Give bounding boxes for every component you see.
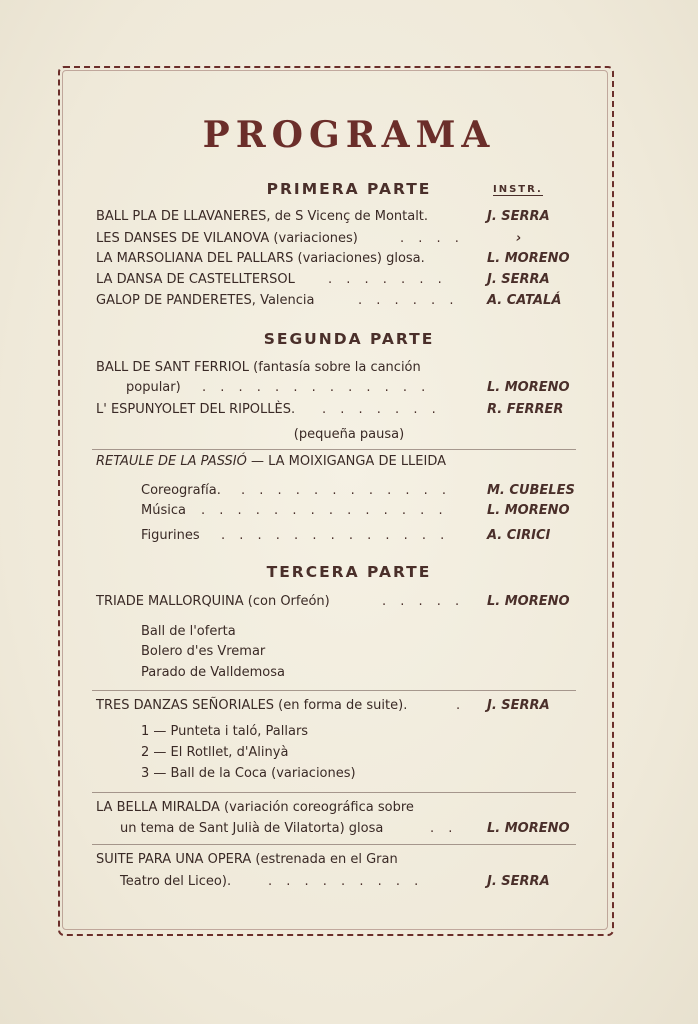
credit-item [141, 481, 576, 501]
dot-leader: . [456, 698, 466, 713]
program-item [96, 207, 576, 227]
credit-author: L. MORENO [487, 503, 570, 518]
divider [92, 690, 576, 691]
program-item [96, 819, 576, 839]
sub-item: 1 — Punteta i taló, Pallars [141, 724, 309, 739]
item-title: GALOP DE PANDERETES, Valencia [96, 293, 315, 308]
program-item [96, 798, 576, 818]
item-title: TRIADE MALLORQUINA (con Orfeón) [96, 594, 330, 609]
credit-item [141, 526, 576, 546]
dot-leader: . . . . . . . [328, 272, 447, 287]
item-author: L. MORENO [487, 594, 570, 609]
item-title: popular) [126, 380, 181, 395]
sub-item: 2 — El Rotllet, d'Alinyà [141, 745, 289, 760]
program-item [96, 229, 576, 249]
divider [92, 844, 576, 845]
section-segunda-parte: SEGUNDA PARTE [263, 330, 435, 348]
item-title: LES DANSES DE VILANOVA (variaciones) [96, 231, 358, 246]
item-title: un tema de Sant Julià de Vilatorta) glosa [120, 821, 384, 836]
sub-item: 3 — Ball de la Coca (variaciones) [141, 766, 356, 781]
program-item [96, 249, 576, 269]
program-item [96, 270, 576, 290]
item-title: LA DANSA DE CASTELLTERSOL [96, 272, 295, 287]
pause-note [0, 425, 698, 445]
retaule-title-rest: — LA MOIXIGANGA DE LLEIDA [246, 454, 447, 469]
program-item [96, 358, 576, 378]
dot-leader: . . . . . [382, 594, 465, 609]
item-author: J. SERRA [487, 272, 550, 287]
sub-item: Parado de Valldemosa [141, 665, 285, 680]
program-item [96, 378, 576, 398]
item-author: R. FERRER [487, 402, 564, 417]
credit-author: A. CIRICI [487, 528, 551, 543]
dot-leader: . . [430, 821, 458, 836]
program-item [96, 592, 576, 612]
section-primera-parte: PRIMERA PARTE [266, 180, 432, 198]
dot-leader: . . . . . . [358, 293, 459, 308]
sub-item: Ball de l'oferta [141, 624, 236, 639]
item-title: LA MARSOLIANA DEL PALLARS (variaciones) glosa. [96, 251, 425, 266]
item-author: J. SERRA [487, 698, 550, 713]
program-item [96, 850, 576, 870]
retaule-title-italic: RETAULE DE LA PASSIÓ [96, 454, 247, 469]
item-author: L. MORENO [487, 251, 570, 266]
item-author: › [516, 231, 522, 246]
item-author: L. MORENO [487, 821, 570, 836]
retaule-title [96, 452, 446, 472]
item-author: L. MORENO [487, 380, 570, 395]
sub-item: Bolero d'es Vremar [141, 644, 266, 659]
credit-author: M. CUBELES [487, 483, 575, 498]
program-item [96, 872, 576, 892]
program-item [96, 400, 576, 420]
item-author: A. CATALÁ [487, 293, 562, 308]
item-author: J. SERRA [487, 209, 550, 224]
item-title: Teatro del Liceo). [120, 874, 232, 889]
program-item [96, 291, 576, 311]
pause-text: (pequeña pausa) [293, 427, 405, 442]
dot-leader: . . . . . . . [322, 402, 441, 417]
credit-role: Música [141, 503, 186, 518]
item-title: L' ESPUNYOLET DEL RIPOLLÈS. [96, 402, 296, 417]
dot-leader: . . . . [400, 231, 464, 246]
credit-role: Figurines [141, 528, 200, 543]
divider [92, 449, 576, 450]
dot-leader: . . . . . . . . . [268, 874, 424, 889]
dot-leader: . . . . . . . . . . . . . [202, 380, 431, 395]
program-item [96, 696, 576, 716]
credit-item [141, 501, 576, 521]
credit-role: Coreografía. [141, 483, 221, 498]
dot-leader: . . . . . . . . . . . . . [221, 528, 450, 543]
page-title: PROGRAMA [202, 114, 496, 156]
item-title: SUITE PARA UNA OPERA (estrenada en el Gran [96, 852, 398, 867]
divider [92, 792, 576, 793]
section-tercera-parte: TERCERA PARTE [266, 563, 432, 581]
item-title: LA BELLA MIRALDA (variación coreográfica sobre [96, 800, 414, 815]
item-title: BALL PLA DE LLAVANERES, de S Vicenç de Montalt. [96, 209, 429, 224]
item-author: J. SERRA [487, 874, 550, 889]
dot-leader: . . . . . . . . . . . . [241, 483, 452, 498]
instr-column-label: INSTR. [493, 184, 543, 195]
item-title: TRES DANZAS SEÑORIALES (en forma de suite). [96, 698, 408, 713]
dot-leader: . . . . . . . . . . . . . . [201, 503, 448, 518]
retaule-heading [96, 452, 576, 472]
item-title: BALL DE SANT FERRIOL (fantasía sobre la canción [96, 360, 421, 375]
